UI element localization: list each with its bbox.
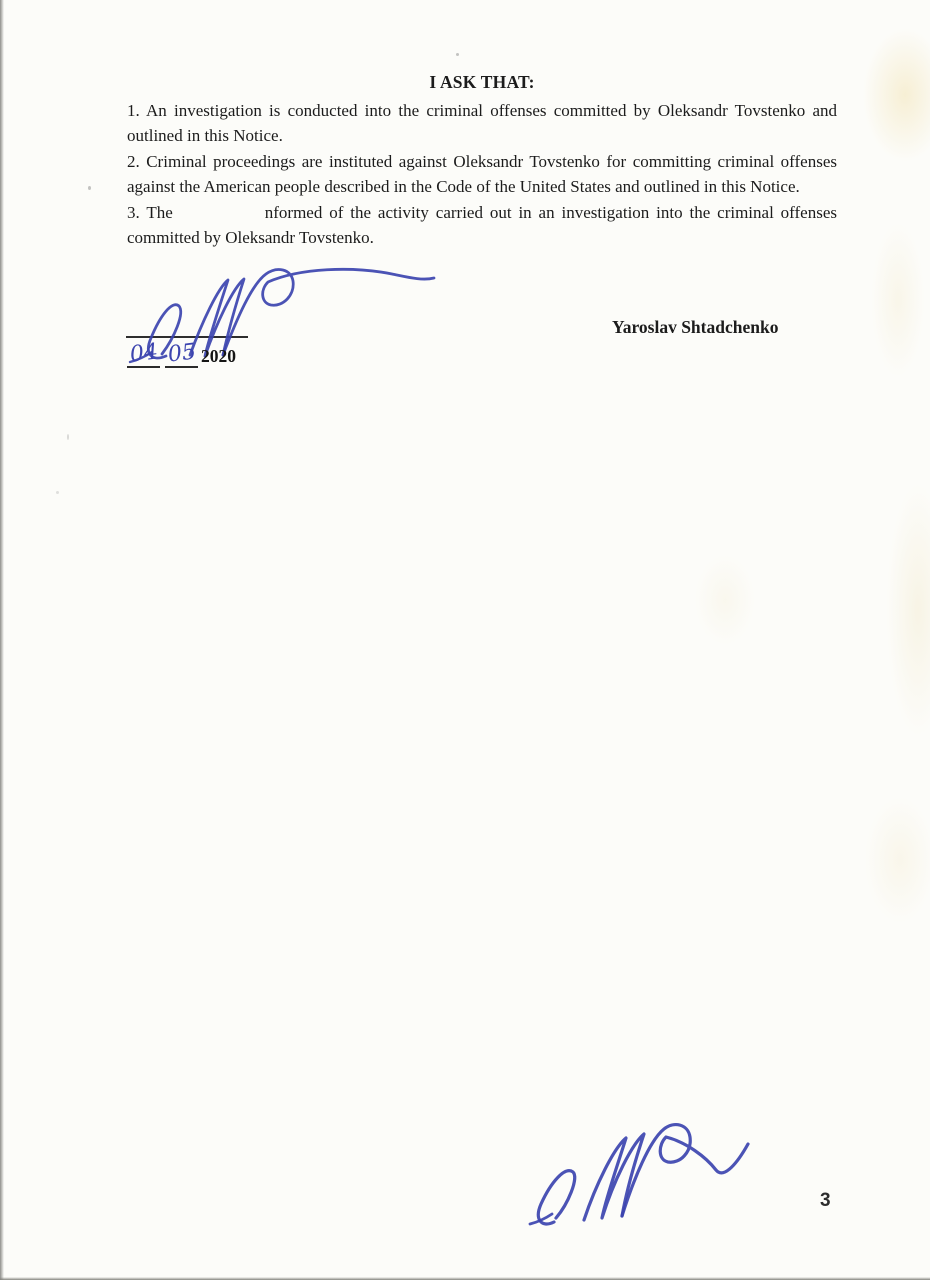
scan-speck (88, 186, 91, 190)
date-day-slot (127, 339, 160, 368)
signature-line (126, 336, 248, 338)
date-month-slot (165, 339, 198, 368)
paragraph-3-rest: nformed of the activity carried out in an investigation into the criminal offenses committed by Oleksandr Tovstenko. (127, 203, 838, 247)
paragraph-3-lead: 3. The (127, 203, 173, 222)
page-number: 3 (820, 1190, 831, 1211)
paragraph-2: 2. Criminal proceedings are instituted against Oleksandr Tovstenko for committing criminal offenses against the American people described in the Code of the United States and outlined in this Notice. (127, 152, 837, 196)
signer-name: Yaroslav Shtadchenko (612, 317, 779, 337)
date-month-handwritten: 05 (166, 339, 197, 368)
scan-speck (456, 53, 459, 56)
paragraph-3 (127, 200, 837, 250)
handwritten-signature-bottom (520, 1112, 755, 1234)
date-field (127, 340, 236, 368)
date-day-handwritten: 04 (128, 339, 159, 368)
date-year: 2020 (201, 346, 236, 366)
scan-speck (56, 491, 59, 494)
scan-edge-left (0, 0, 4, 1280)
scan-speck (67, 434, 69, 440)
paragraph-1: 1. An investigation is conducted into the criminal offenses committed by Oleksandr Tovstenko and outlined in this Notice. (127, 101, 837, 145)
document-heading: I ASK THAT: (429, 72, 535, 92)
document-text-block (127, 72, 837, 251)
